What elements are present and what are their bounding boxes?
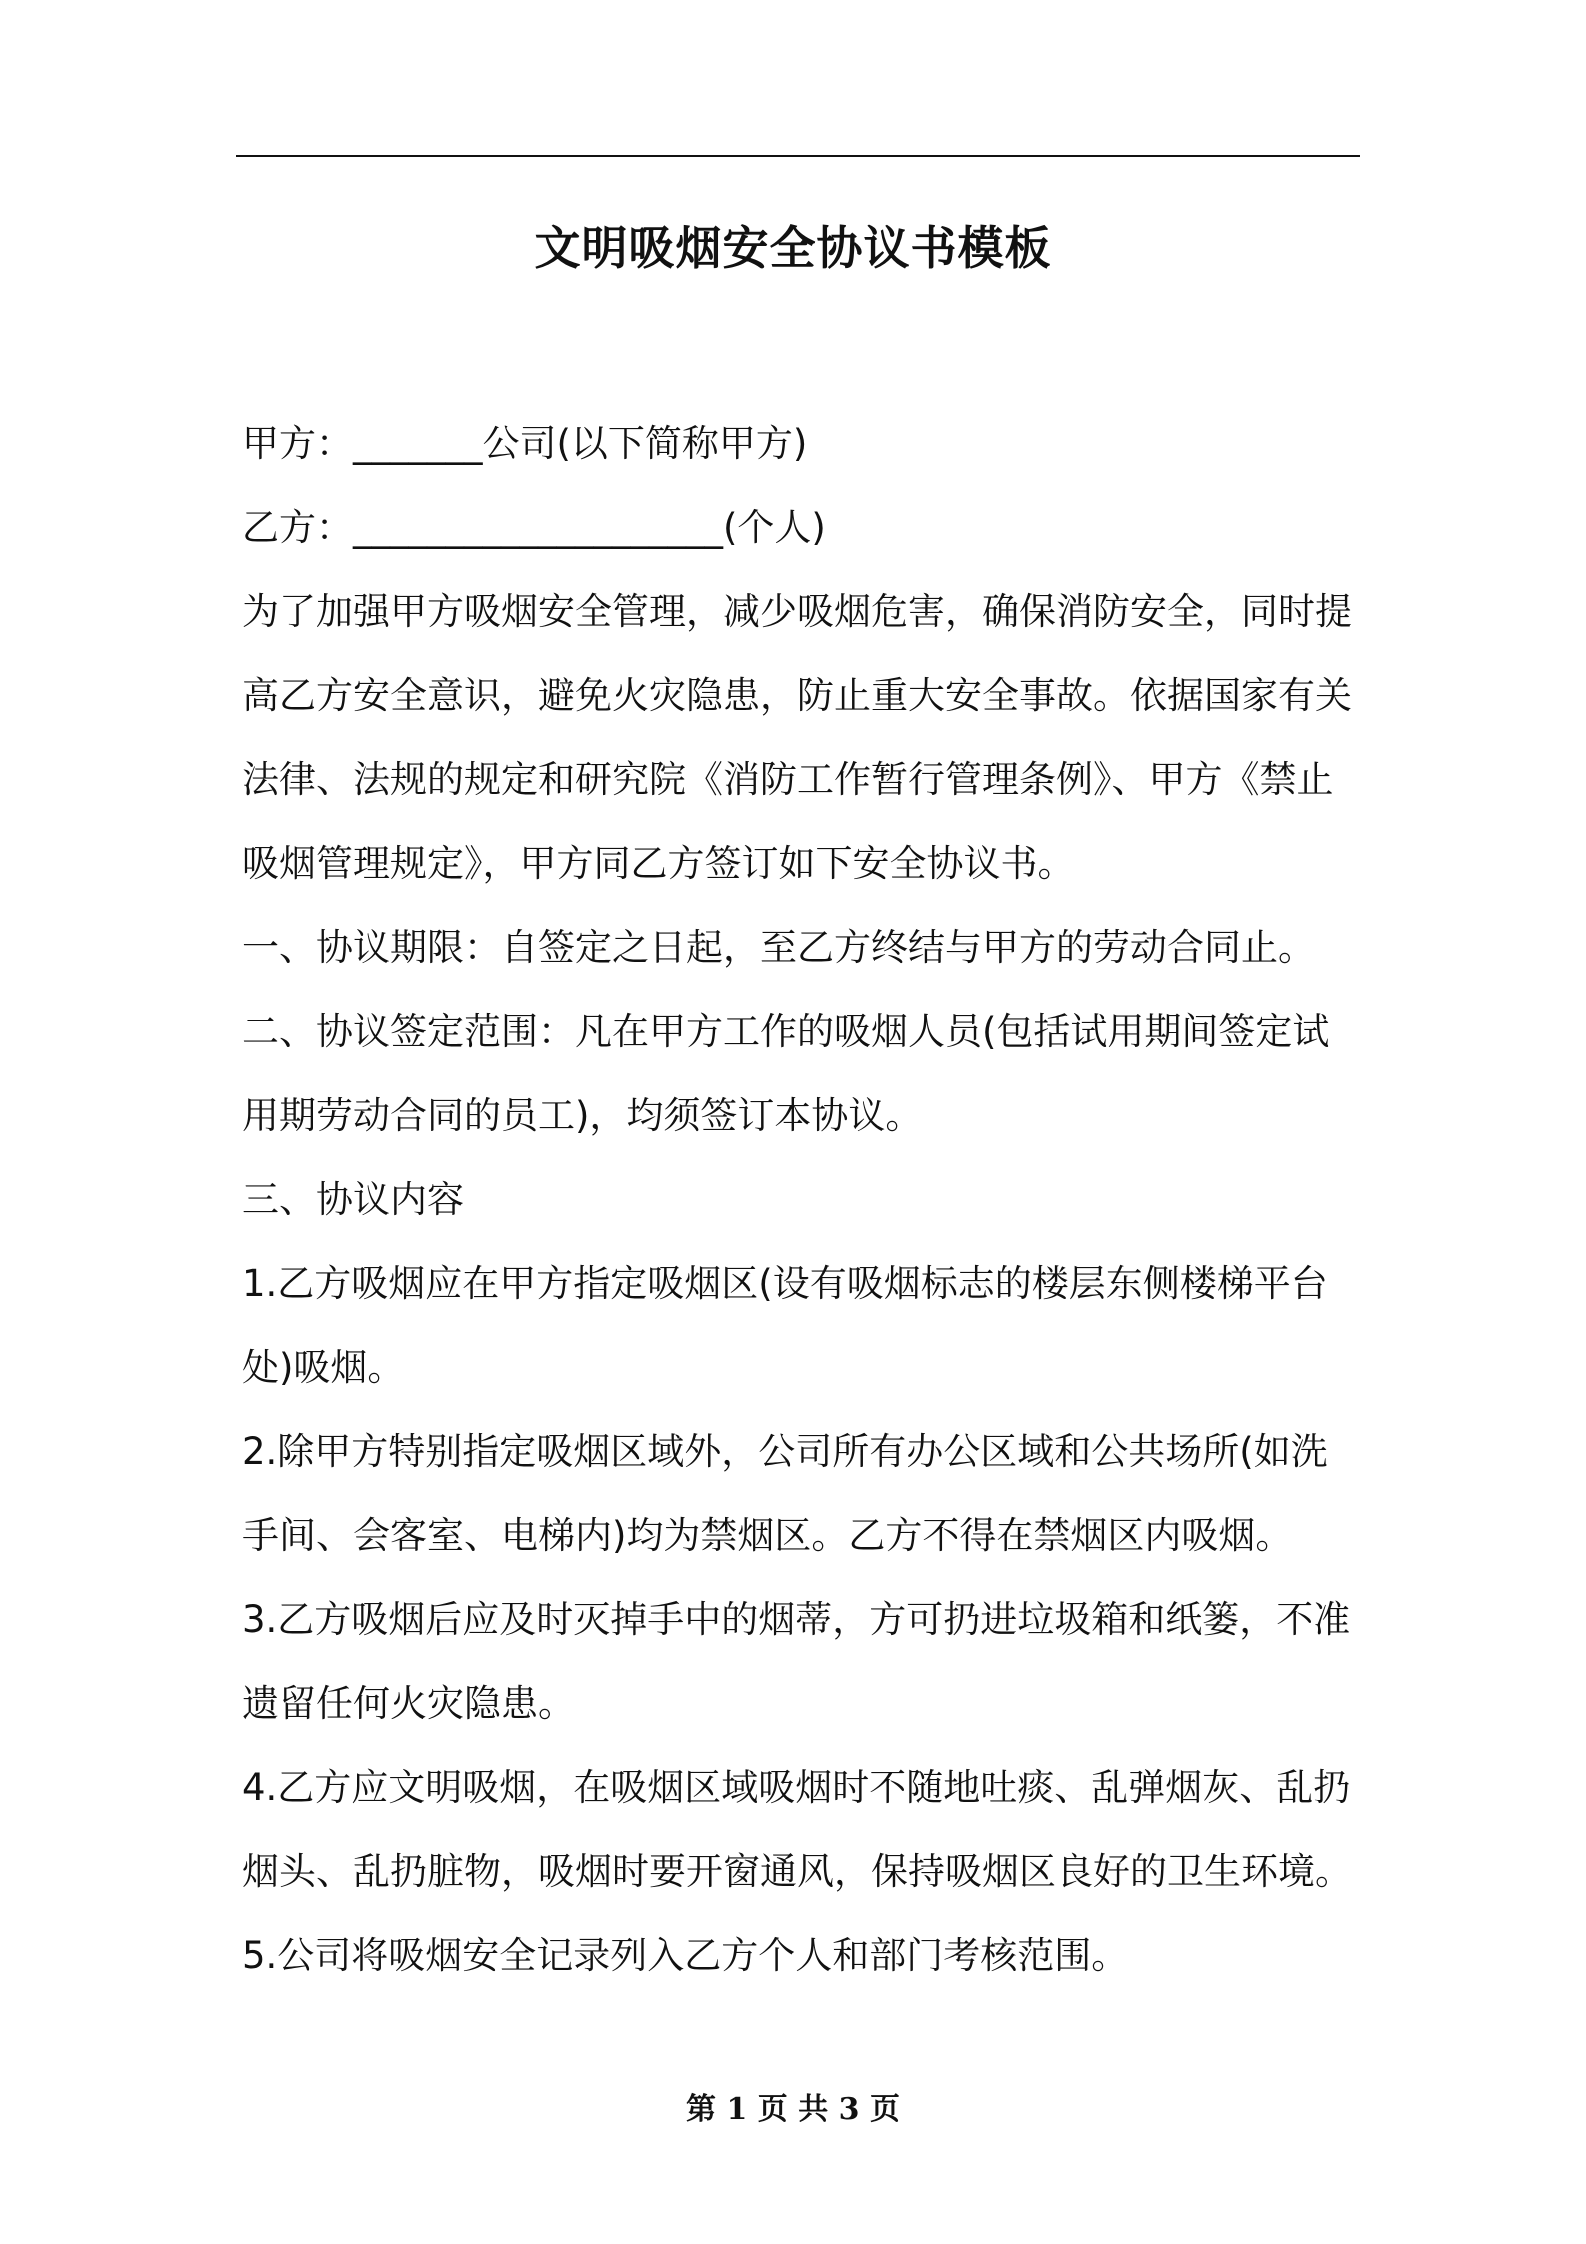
clause-2-line: 手间、会客室、电梯内)均为禁烟区。乙方不得在禁烟区内吸烟。: [242, 1514, 1293, 1557]
paragraph-line: 吸烟管理规定》，甲方同乙方签订如下安全协议书。: [242, 842, 1075, 885]
clause-2-line: 2.除甲方特别指定吸烟区域外，公司所有办公区域和公共场所(如洗: [242, 1430, 1328, 1473]
clause-4-line: 4.乙方应文明吸烟，在吸烟区域吸烟时不随地吐痰、乱弹烟灰、乱扔: [242, 1766, 1351, 1809]
paragraph-line: 为了加强甲方吸烟安全管理，减少吸烟危害，确保消防安全，同时提: [242, 590, 1352, 633]
section-term-line: 一、协议期限：自签定之日起，至乙方终结与甲方的劳动合同止。: [242, 926, 1315, 969]
section-scope-line: 用期劳动合同的员工)，均须签订本协议。: [242, 1094, 923, 1137]
clause-4-line: 烟头、乱扔脏物，吸烟时要开窗通风，保持吸烟区良好的卫生环境。: [242, 1850, 1352, 1893]
clause-3-line: 3.乙方吸烟后应及时灭掉手中的烟蒂，方可扔进垃圾箱和纸篓，不准: [242, 1598, 1351, 1641]
document-title: 文明吸烟安全协议书模板: [534, 221, 1052, 275]
page-number-footer: 第 1 页 共 3 页: [686, 2092, 900, 2127]
clause-1-line: 1.乙方吸烟应在甲方指定吸烟区(设有吸烟标志的楼层东侧楼梯平台: [242, 1262, 1328, 1305]
section-content-heading: 三、协议内容: [242, 1178, 464, 1221]
clause-3-line: 遗留任何火灾隐患。: [242, 1682, 575, 1725]
section-scope-line: 二、协议签定范围：凡在甲方工作的吸烟人员(包括试用期间签定试: [242, 1010, 1330, 1053]
clause-1-line: 处)吸烟。: [242, 1346, 405, 1389]
party-b-line: 乙方：____________________(个人): [242, 506, 826, 549]
header-rule: [236, 155, 1360, 157]
document-body: [242, 402, 1360, 1998]
paragraph-line: 高乙方安全意识，避免火灾隐患，防止重大安全事故。依据国家有关: [242, 674, 1352, 717]
clause-5-line: 5.公司将吸烟安全记录列入乙方个人和部门考核范围。: [242, 1934, 1129, 1977]
party-a-line: 甲方：_______公司(以下简称甲方): [242, 422, 808, 465]
paragraph-line: 法律、法规的规定和研究院《消防工作暂行管理条例》、甲方《禁止: [242, 758, 1334, 801]
